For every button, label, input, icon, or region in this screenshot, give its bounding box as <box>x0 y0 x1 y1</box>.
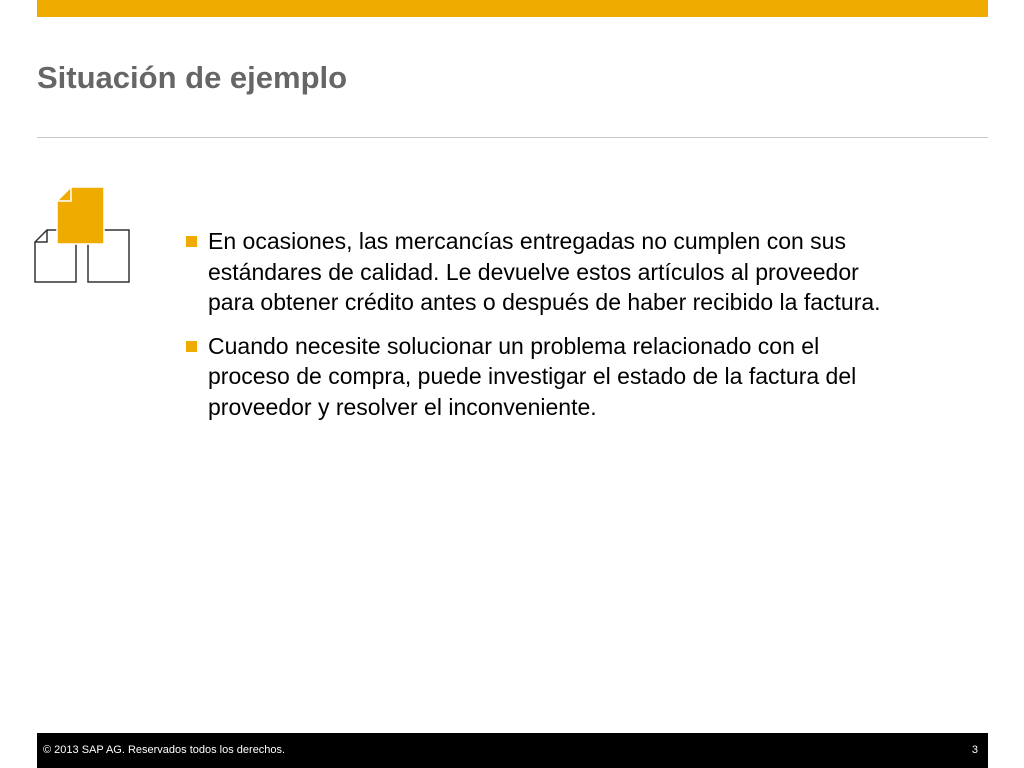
top-accent-bar <box>37 0 988 17</box>
bullet-square-icon <box>186 236 197 247</box>
bullet-item <box>184 226 904 318</box>
title-divider <box>37 137 988 138</box>
bullet-square-icon <box>186 341 197 352</box>
footer-copyright: © 2013 SAP AG. Reservados todos los derechos. <box>43 744 286 756</box>
page-number: 3 <box>971 744 978 756</box>
bullet-list <box>184 226 904 435</box>
bullet-text: Cuando necesite solucionar un problema relacionado con el proceso de compra, puede investigar el estado de la factura del proveedor y resolver el inconveniente. <box>208 332 857 420</box>
documents-icon <box>34 186 132 284</box>
page-title: Situación de ejemplo <box>37 60 348 95</box>
bullet-item <box>184 331 904 423</box>
bullet-text: En ocasiones, las mercancías entregadas no cumplen con sus estándares de calidad. Le devuelve estos artículos al proveedor para obtener crédito antes o después de haber recibido la factura. <box>208 228 881 315</box>
footer-bar <box>37 733 988 768</box>
